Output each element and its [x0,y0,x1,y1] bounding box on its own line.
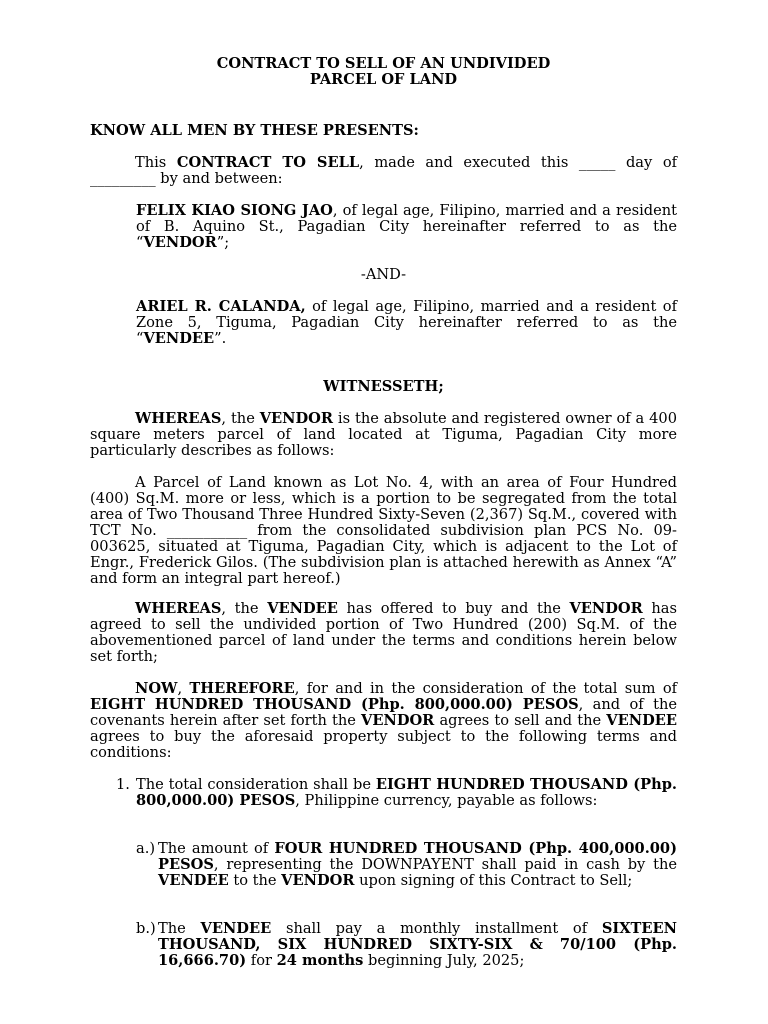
vendor-name: FELIX KIAO SIONG JAO [136,202,333,219]
whereas-owner-paragraph: WHEREAS, the VENDOR is the absolute and registered owner of a 400 square meters parcel of land located at Tiguma, Pagadian City more particularly describes as follows: [90,410,677,459]
title-line-1: CONTRACT TO SELL OF AN UNDIVIDED [216,55,551,72]
parcel-description-paragraph: A Parcel of Land known as Lot No. 4, with an area of Four Hundred (400) Sq.M. more or less, which is a portion to be segregated from the total area of Two Thousand Three Hundred Sixty-Seven (2,367) Sq.M., covered with TCT No. ___________ from the consolidated subdivision plan PCS No. 09-003625, situated at Tiguma, Pagadian City, which is adjacent to the Lot of Engr., Frederick Gilos. (The subdivision plan is attached herewith as Annex “A” and form an integral part hereof.) [90,474,677,587]
now-therefore-paragraph: NOW, THEREFORE, for and in the consideration of the total sum of EIGHT HUNDRED THOUSAND (Php. 800,000.00) PESOS, and of the covenants herein after set forth the VENDOR agrees to sell and the VENDEE agrees to buy the aforesaid property subject to the following terms and conditions: [90,680,678,761]
vendee-party-paragraph: ARIEL R. CALANDA, of legal age, Filipino, married and a resident of Zone 5, Tiguma, Pagadian City hereinafter referred to as the “VENDEE”. [136,298,677,347]
know-all-heading: KNOW ALL MEN BY THESE PRESENTS: [90,122,419,139]
vendor-party-paragraph: FELIX KIAO SIONG JAO, of legal age, Filipino, married and a resident of B. Aquino St., Pagadian City hereinafter referred to as the “VENDOR”; [136,202,677,251]
item-b-paragraph: The VENDEE shall pay a monthly installment of SIXTEEN THOUSAND, SIX HUNDRED SIXTY-SIX & 70/100 (Php. 16,666.70) for 24 months beginning July, 2025; [158,920,677,969]
contract-to-sell-term: CONTRACT TO SELL [176,154,360,171]
and-separator: -AND- [360,266,407,283]
item-1-paragraph: The total consideration shall be EIGHT HUNDRED THOUSAND (Php. 800,000.00) PESOS, Philippine currency, payable as follows: [136,776,677,809]
whereas-offer-paragraph: WHEREAS, the VENDEE has offered to buy and the VENDOR has agreed to sell the undivided portion of Two Hundred (200) Sq.M. of the abovementioned parcel of land under the terms and conditions herein below set forth; [90,600,677,665]
title-line-2: PARCEL OF LAND [309,71,458,88]
witnesseth-heading: WITNESSETH; [323,378,444,395]
vendee-name: ARIEL R. CALANDA, [136,298,306,315]
item-a-paragraph: The amount of FOUR HUNDRED THOUSAND (Php. 400,000.00) PESOS, representing the DOWNPAYENT shall paid in cash by the VENDEE to the VENDOR upon signing of this Contract to Sell; [158,840,677,889]
item-a-label: a.) [136,840,156,857]
vendee-role: VENDEE [143,330,215,347]
item-1-number: 1. [116,776,130,793]
item-b-label: b.) [136,920,156,937]
intro-paragraph: This CONTRACT TO SELL, made and executed this _____ day of _________ by and between: [90,154,678,187]
document-title [90,56,677,88]
vendor-role: VENDOR [143,234,217,251]
